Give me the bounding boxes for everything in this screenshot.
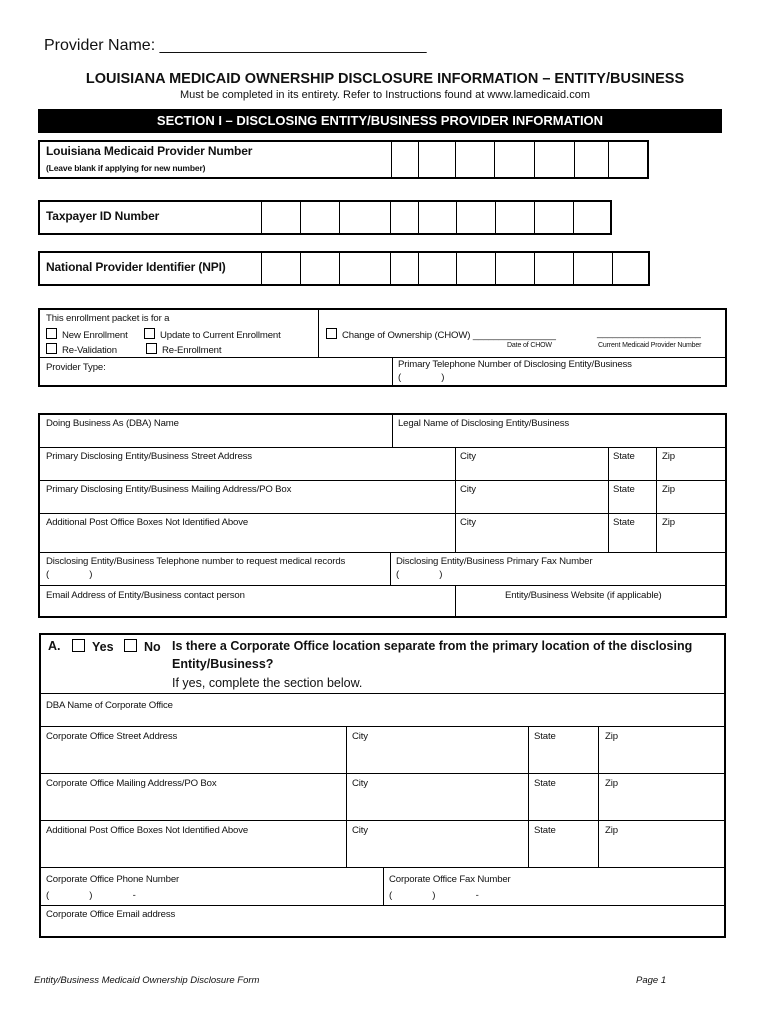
checkbox-icon [144,328,155,339]
checkbox-icon [146,343,157,354]
checkbox-icon [326,328,337,339]
mailing-city-field[interactable]: City [460,484,476,495]
enrollment-label: This enrollment packet is for a [46,313,170,324]
section-a-instruction: If yes, complete the section below. [172,676,363,690]
checkbox-icon [72,639,85,652]
fax-label: Disclosing Entity/Business Primary Fax Number [396,556,593,567]
checkbox-icon [46,343,57,354]
corporate-question-cont: Entity/Business? [172,657,274,671]
mailing-zip-field[interactable]: Zip [662,484,675,495]
provider-type-field[interactable]: Provider Type: [46,362,106,373]
corp-street-city-field[interactable]: City [352,731,368,742]
corp-addl-state-field[interactable]: State [534,825,556,836]
street-address-field[interactable]: Primary Disclosing Entity/Business Street Address [46,451,252,462]
street-city-field[interactable]: City [460,451,476,462]
taxpayer-id-field[interactable] [38,200,612,235]
reenrollment-checkbox[interactable]: Re-Enrollment [146,343,221,356]
provider-name-field[interactable]: Provider Name: ______________________________ [44,37,427,54]
section-a-letter: A. [48,639,61,653]
chow-checkbox[interactable]: Change of Ownership (CHOW) ________________ [326,328,556,341]
addl-po-field[interactable]: Additional Post Office Boxes Not Identified Above [46,517,249,528]
corp-phone-label: Corporate Office Phone Number [46,874,180,885]
corp-dba-field[interactable]: DBA Name of Corporate Office [46,700,173,711]
street-state-field[interactable]: State [613,451,635,462]
form-title: LOUISIANA MEDICAID OWNERSHIP DISCLOSURE INFORMATION – ENTITY/BUSINESS [85,71,685,87]
corp-addl-zip-field[interactable]: Zip [605,825,618,836]
section1-header: SECTION I – DISCLOSING ENTITY/BUSINESS PROVIDER INFORMATION [38,109,722,133]
primary-phone-field[interactable]: ( ) [398,372,445,383]
checkbox-icon [46,328,57,339]
addl-zip-field[interactable]: Zip [662,517,675,528]
dba-field[interactable]: Doing Business As (DBA) Name [46,418,179,429]
address-table [38,413,727,618]
records-phone-field[interactable]: ( ) [46,569,93,580]
corporate-question: Is there a Corporate Office location separate from the primary location of the disclosing [172,639,693,653]
lmpn-note: (Leave blank if applying for new number) [46,163,206,173]
records-phone-label: Disclosing Entity/Business Telephone number to request medical records [46,556,346,567]
tin-label: Taxpayer ID Number [46,209,160,223]
fax-field[interactable]: ( ) [396,569,443,580]
npi-label: National Provider Identifier (NPI) [46,260,226,274]
website-field[interactable]: Entity/Business Website (if applicable) [505,590,662,601]
corp-mailing-city-field[interactable]: City [352,778,368,789]
primary-phone-label: Primary Telephone Number of Disclosing Entity/Business [398,359,632,370]
corp-street-state-field[interactable]: State [534,731,556,742]
addl-state-field[interactable]: State [613,517,635,528]
corp-street-zip-field[interactable]: Zip [605,731,618,742]
lmpn-field[interactable] [38,140,649,179]
current-provider-number-field[interactable]: ____________________ [597,328,701,339]
npi-field[interactable] [38,251,650,286]
new-enrollment-checkbox[interactable]: New Enrollment [46,328,128,341]
mailing-state-field[interactable]: State [613,484,635,495]
corp-fax-field[interactable]: ( ) - [389,890,479,901]
footer-page-number: Page 1 [636,975,667,986]
footer-form-name: Entity/Business Medicaid Ownership Disclosure Form [34,975,260,986]
mailing-address-field[interactable]: Primary Disclosing Entity/Business Mailing Address/PO Box [46,484,292,495]
email-field[interactable]: Email Address of Entity/Business contact person [46,590,245,601]
corp-street-field[interactable]: Corporate Office Street Address [46,731,178,742]
no-checkbox[interactable]: No [124,639,161,654]
corp-addl-po-field[interactable]: Additional Post Office Boxes Not Identified Above [46,825,249,836]
current-provider-label: Current Medicaid Provider Number [598,342,702,349]
corp-mailing-field[interactable]: Corporate Office Mailing Address/PO Box [46,778,217,789]
legal-name-field[interactable]: Legal Name of Disclosing Entity/Business [398,418,570,429]
yes-checkbox[interactable]: Yes [72,639,114,654]
lmpn-label: Louisiana Medicaid Provider Number [46,144,253,158]
addl-city-field[interactable]: City [460,517,476,528]
corp-email-field[interactable]: Corporate Office Email address [46,909,176,920]
date-chow-label: Date of CHOW [507,342,552,349]
checkbox-icon [124,639,137,652]
corp-mailing-zip-field[interactable]: Zip [605,778,618,789]
update-enrollment-checkbox[interactable]: Update to Current Enrollment [144,328,281,341]
corp-fax-label: Corporate Office Fax Number [389,874,511,885]
corp-mailing-state-field[interactable]: State [534,778,556,789]
street-zip-field[interactable]: Zip [662,451,675,462]
form-subtitle: Must be completed in its entirety. Refer to Instructions found at www.lamedicaid.com [179,89,591,101]
corp-addl-city-field[interactable]: City [352,825,368,836]
revalidation-checkbox[interactable]: Re-Validation [46,343,117,356]
corp-phone-field[interactable]: ( ) - [46,890,136,901]
